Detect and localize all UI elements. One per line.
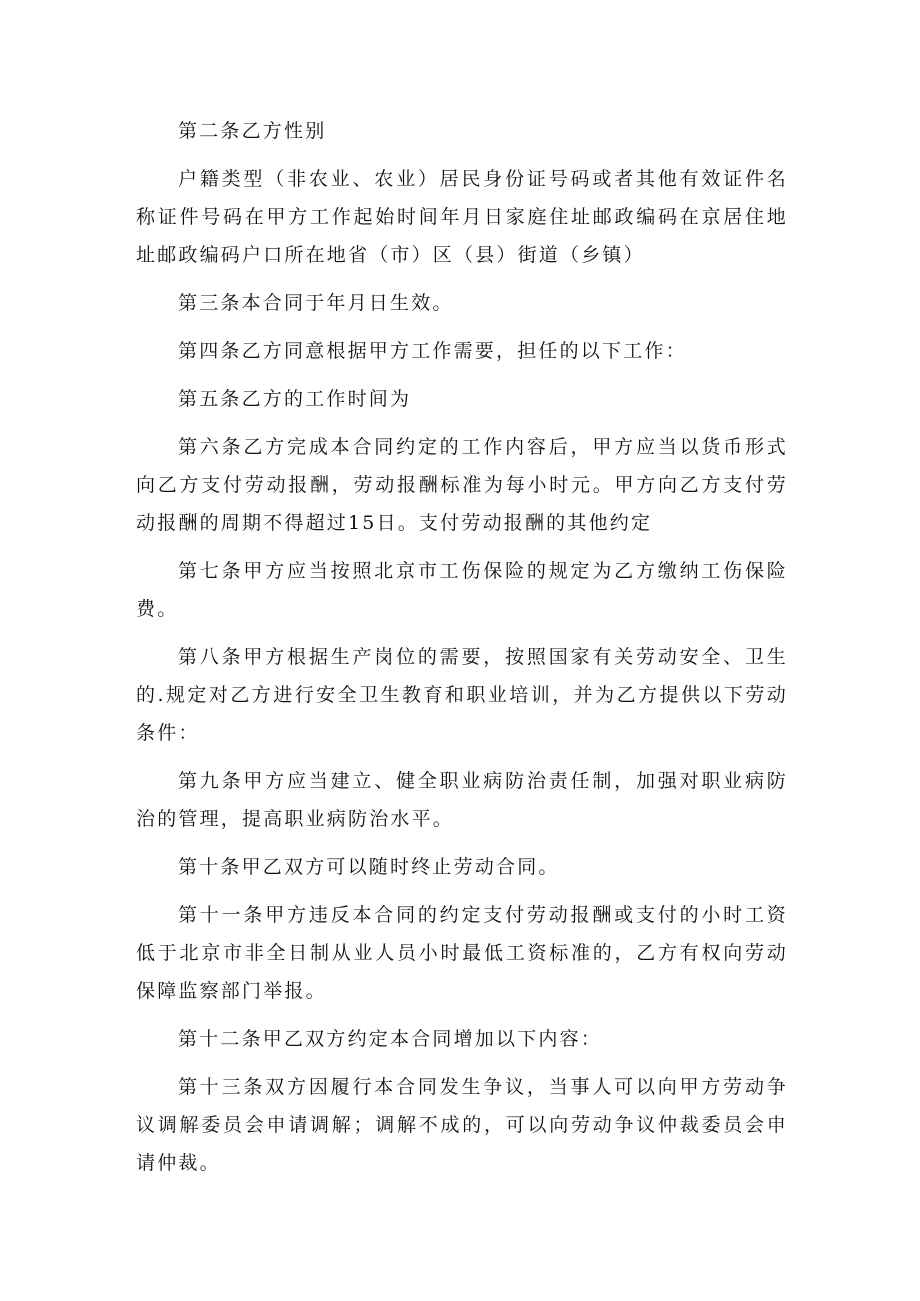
article-5-paragraph: 第五条乙方的工作时间为: [178, 388, 412, 410]
article-12-paragraph: 第十二条甲乙双方约定本合同增加以下内容：: [178, 1028, 603, 1050]
article-10-paragraph: 第十条甲乙双方可以随时终止劳动合同。: [178, 856, 560, 878]
article-6-paragraph: 第六条乙方完成本合同约定的工作内容后，甲方应当以货币形式向乙方支付劳动报酬，劳动报酬标准为每小时元。甲方向乙方支付劳动报酬的周期不得超过15日。支付劳动报酬的其他约定: [136, 436, 788, 534]
article-8-paragraph: 第八条甲方根据生产岗位的需要，按照国家有关劳动安全、卫生的.规定对乙方进行安全卫生教育和职业培训，并为乙方提供以下劳动条件：: [136, 646, 788, 744]
article-13-paragraph: 第十三条双方因履行本合同发生争议，当事人可以向甲方劳动争议调解委员会申请调解；调解不成的，可以向劳动争议仲裁委员会申请仲裁。: [136, 1076, 788, 1174]
article-9-paragraph: 第九条甲方应当建立、健全职业病防治责任制，加强对职业病防治的管理，提高职业病防治水平。: [136, 770, 788, 830]
document-body: [136, 112, 788, 1192]
article-7-paragraph: 第七条甲方应当按照北京市工伤保险的规定为乙方缴纳工伤保险费。: [136, 560, 788, 620]
article-11-paragraph: 第十一条甲方违反本合同的约定支付劳动报酬或支付的小时工资低于北京市非全日制从业人员小时最低工资标准的，乙方有权向劳动保障监察部门举报。: [136, 904, 788, 1002]
article-2-paragraph: 第二条乙方性别: [178, 120, 327, 142]
article-3-paragraph: 第三条本合同于年月日生效。: [178, 292, 454, 314]
article-4-paragraph: 第四条乙方同意根据甲方工作需要，担任的以下工作：: [178, 340, 687, 362]
household-info-paragraph: 户籍类型（非农业、农业）居民身份证号码或者其他有效证件名称证件号码在甲方工作起始时间年月日家庭住址邮政编码在京居住地址邮政编码户口所在地省（市）区（县）街道（乡镇）: [136, 168, 788, 266]
